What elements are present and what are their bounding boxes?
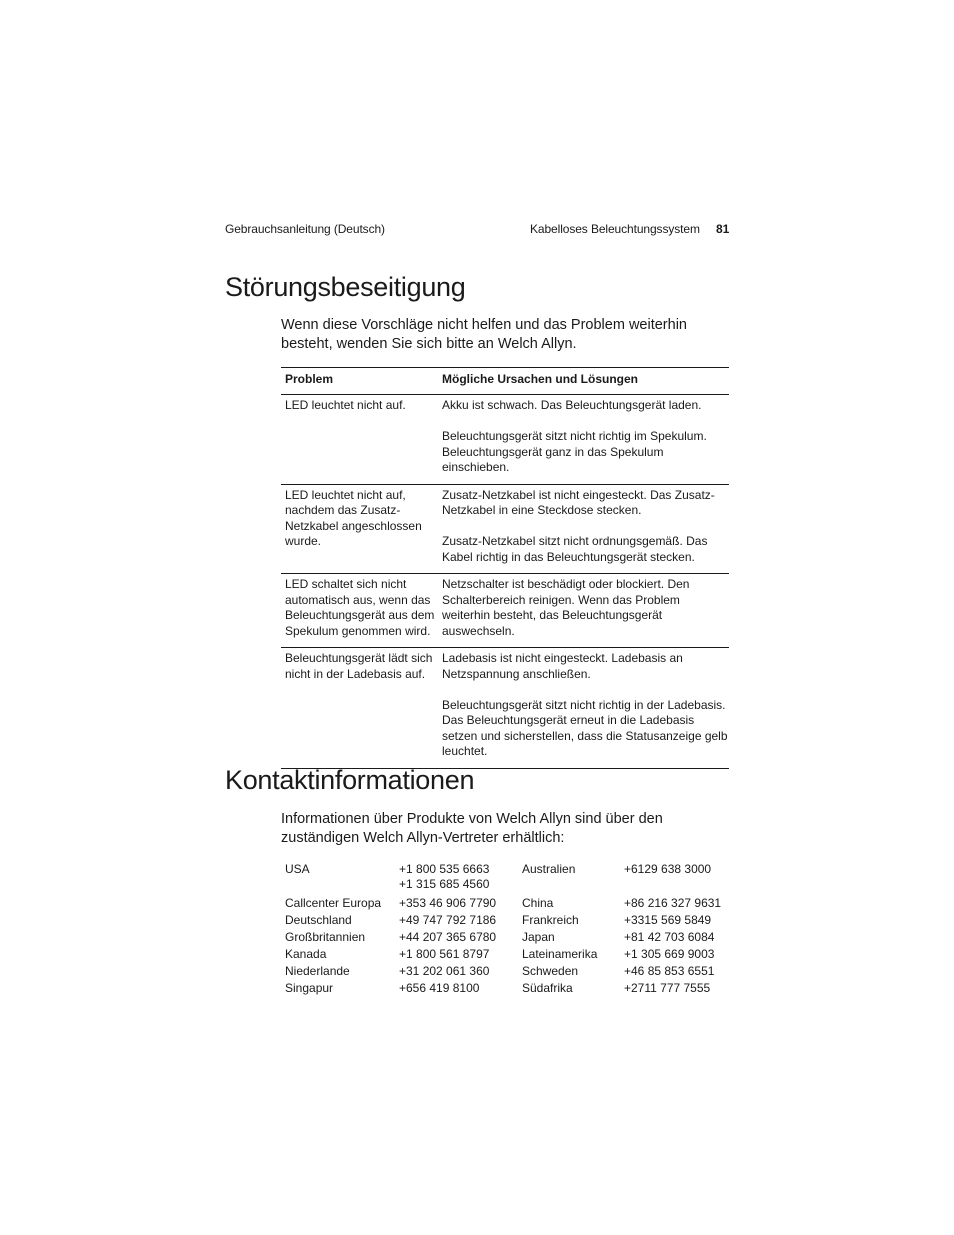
phone-number: +31 202 061 360: [399, 964, 490, 978]
troubleshooting-heading: Störungsbeseitigung: [225, 272, 466, 302]
phone-number: +1 305 669 9003: [624, 947, 715, 961]
country-label: Lateinamerika: [522, 947, 598, 961]
cause-text: Akku ist schwach. Das Beleuchtungsgerät laden.: [442, 398, 702, 412]
cause-text: Beleuchtungsgerät sitzt nicht richtig in der Ladebasis. Das Beleuchtungsgerät erneut in die Ladebasis setzen und sicherstellen, dass die Statusanzeige gelb leuchtet.: [442, 697, 728, 758]
country-label: Großbritannien: [285, 930, 366, 944]
contact-row: [281, 980, 731, 997]
cause-text: Beleuchtungsgerät sitzt nicht richtig im Spekulum. Beleuchtungsgerät ganz in das Spekulum einschieben.: [442, 429, 707, 474]
cause-text: Netzschalter ist beschädigt oder blockiert. Den Schalterbereich reinigen. Wenn das Problem weiterhin besteht, das Beleuchtungsgerät auswechseln.: [442, 577, 690, 638]
phone-line: +1 315 685 4560: [399, 877, 490, 891]
country-label: Singapur: [285, 981, 334, 995]
phone-number: +44 207 365 6780: [399, 930, 497, 944]
country-label: China: [522, 896, 554, 910]
contact-row: [281, 929, 731, 946]
country-label: USA: [285, 862, 310, 876]
country-label: Niederlande: [285, 964, 350, 978]
country-label: Australien: [522, 862, 576, 876]
contact-row: [281, 912, 731, 929]
problem-cell: LED leuchtet nicht auf, nachdem das Zusatz-Netzkabel angeschlossen wurde.: [285, 487, 422, 548]
contact-row: [281, 861, 731, 893]
contact-row: [281, 946, 731, 963]
country-label: Deutschland: [285, 913, 352, 927]
contact-row: [281, 963, 731, 980]
country-label: Südafrika: [522, 981, 573, 995]
table-row: [281, 574, 729, 648]
phone-number: [399, 861, 522, 893]
country-label: Kanada: [285, 947, 327, 961]
country-label: Schweden: [522, 964, 579, 978]
phone-number: +1 800 561 8797: [399, 947, 490, 961]
column-header-causes: Mögliche Ursachen und Lösungen: [442, 372, 639, 386]
phone-number: +353 46 906 7790: [399, 896, 497, 910]
table-header-row: [281, 367, 729, 395]
country-label: Frankreich: [522, 913, 579, 927]
contact-row: [281, 895, 731, 912]
table-row: [281, 395, 729, 485]
phone-number: +656 419 8100: [399, 981, 480, 995]
contact-intro: Informationen über Produkte von Welch Allyn sind über den zuständigen Welch Allyn-Vertreter erhältlich:: [281, 811, 663, 846]
column-header-problem: Problem: [285, 372, 334, 386]
phone-number: +86 216 327 9631: [624, 896, 722, 910]
contact-table: [281, 861, 731, 997]
troubleshooting-table: [281, 367, 729, 769]
troubleshooting-intro: Wenn diese Vorschläge nicht helfen und das Problem weiterhin besteht, wenden Sie sich bitte an Welch Allyn.: [281, 317, 687, 352]
phone-number: +3315 569 5849: [624, 913, 712, 927]
problem-cell: LED schaltet sich nicht automatisch aus, wenn das Beleuchtungsgerät aus dem Spekulum genommen wird.: [285, 577, 435, 638]
table-row: [281, 648, 729, 769]
phone-number: +2711 777 7555: [624, 981, 711, 995]
country-label: Japan: [522, 930, 555, 944]
problem-cell: LED leuchtet nicht auf.: [285, 398, 406, 412]
causes-cell: [442, 648, 729, 768]
causes-cell: [442, 485, 729, 574]
running-header-title: Gebrauchsanleitung (Deutsch): [225, 222, 385, 236]
causes-cell: [442, 574, 729, 647]
phone-number: +6129 638 3000: [624, 862, 712, 876]
problem-cell: Beleuchtungsgerät lädt sich nicht in der Ladebasis auf.: [285, 651, 433, 681]
phone-number: +49 747 792 7186: [399, 913, 497, 927]
country-label: Callcenter Europa: [285, 896, 382, 910]
page-number: 81: [716, 222, 730, 236]
cause-text: Zusatz-Netzkabel ist nicht eingesteckt. Das Zusatz-Netzkabel in eine Steckdose stecken.: [442, 487, 715, 517]
phone-line: +1 800 535 6663: [399, 862, 490, 876]
contact-heading: Kontaktinformationen: [225, 765, 475, 795]
causes-cell: [442, 395, 729, 484]
running-header-section: Kabelloses Beleuchtungssystem: [530, 222, 700, 236]
cause-text: Zusatz-Netzkabel sitzt nicht ordnungsgemäß. Das Kabel richtig in das Beleuchtungsgerät stecken.: [442, 534, 708, 564]
phone-number: +81 42 703 6084: [624, 930, 715, 944]
phone-number: +46 85 853 6551: [624, 964, 715, 978]
table-row: [281, 485, 729, 575]
cause-text: Ladebasis ist nicht eingesteckt. Ladebasis an Netzspannung anschließen.: [442, 651, 683, 681]
